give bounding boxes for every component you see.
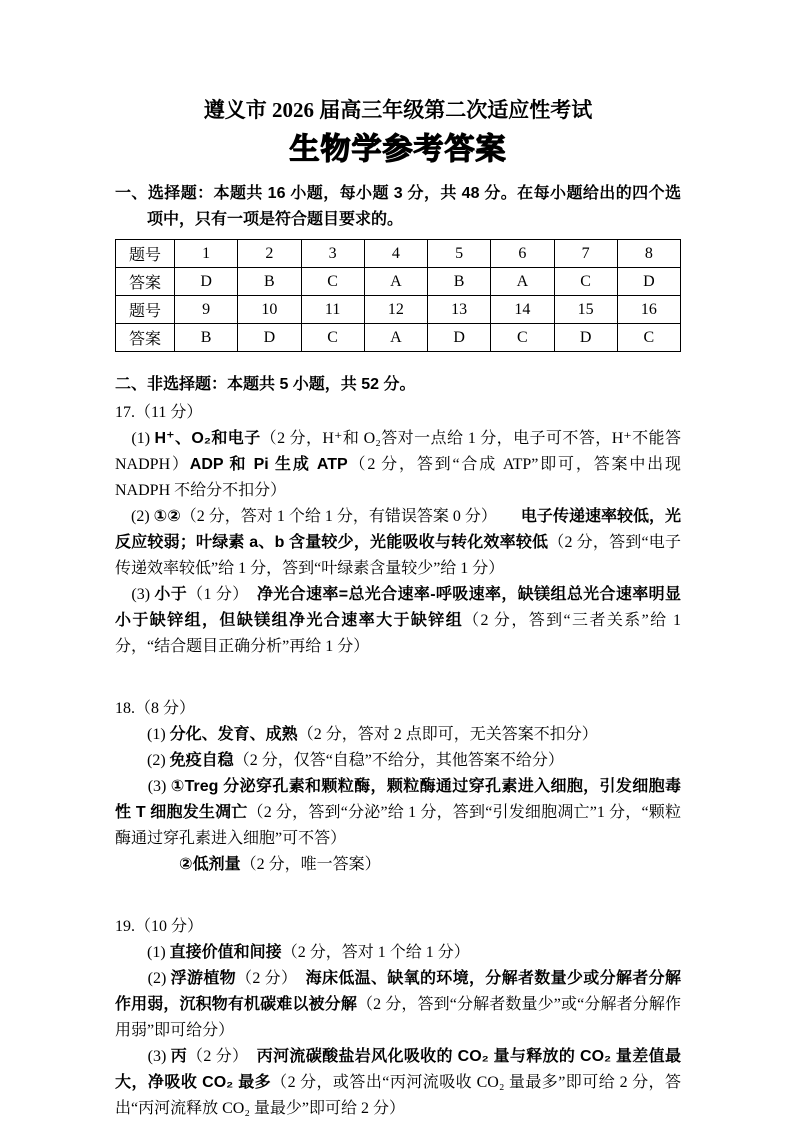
answer-cell: 9 [175,296,238,324]
question-number-label: 18.（8 分） [115,700,196,717]
answer-paragraph [115,940,681,966]
answer-cell: C [491,324,554,352]
scoring-note: （2 分） [187,1048,257,1065]
free-response-section-heading: 二、非选择题：本题共 5 小题，共 52 分。 [115,376,416,393]
answer-cell: B [175,324,238,352]
scoring-note: (3) [115,1048,171,1065]
answer-cell: 8 [617,240,680,268]
answer-cell: 5 [428,240,491,268]
row-label-cell: 题号 [116,240,175,268]
answer-table-row [116,240,681,268]
scoring-note: （2 分，答对 1 个给 1 分） [281,944,470,961]
answer-cell: 7 [554,240,617,268]
answer-cell: D [238,324,301,352]
question-block [115,696,681,878]
answer-table-row [116,268,681,296]
scoring-note: (1) [115,944,170,961]
answer-cell: 16 [617,296,680,324]
answer-text: 丙 [170,1048,188,1065]
answer-table-body [116,240,681,352]
answer-text: 净光合速率=总光合速率-呼吸速率，缺镁组总光合速率明显小于缺锌组，但缺镁组净光合速率大于缺锌组 [115,586,681,629]
scoring-note [115,856,179,873]
scoring-note: （2 分，H⁺和 O₂答对一点给 1 分，电子可不答，H⁺不能答 NADPH） [115,430,681,473]
scoring-note: （2 分，答到“分解者数量少”或“分解者分解作用弱”即可给分） [115,996,681,1039]
answer-paragraph [115,852,681,878]
answer-cell: 6 [491,240,554,268]
answer-cell: D [428,324,491,352]
answer-text: 浮游植物 [170,970,236,987]
scoring-note: （2 分，或答出“丙河流吸收 CO₂ 量最多”即可给 2 分，答出“丙河流释放 CO₂ 量最少”即可给 2 分） [115,1074,681,1117]
row-label-cell: 答案 [116,324,175,352]
scoring-note: (1) [115,726,170,743]
answer-text: ADP 和 Pi 生成 ATP [189,456,348,473]
scoring-note: (3) [115,778,171,795]
choice-section-heading: 一、选择题：本题共 16 小题，每小题 3 分，共 48 分。在每小题给出的四个选项中，只有一项是符合题目要求的。 [115,185,681,228]
question-block [115,914,681,1122]
scoring-note: （2 分） [235,970,306,987]
question-block [115,400,681,660]
answer-cell: A [364,268,427,296]
scoring-note: （2 分，答到“分泌”给 1 分，答到“引发细胞凋亡”1 分，“颗粒酶通过穿孔素进入细胞”可不答） [115,804,681,847]
question-number-label: 17.（11 分） [115,404,203,421]
scoring-note: (2) [115,970,171,987]
answer-text: 小于 [154,586,188,603]
answer-cell: 15 [554,296,617,324]
answer-cell: D [617,268,680,296]
answer-paragraph [115,966,681,1044]
answer-text: 海床低温、缺氧的环境，分解者数量少或分解者分解作用弱，沉积物有机碳难以被分解 [115,970,681,1013]
scoring-note: （2 分，答到“三者关系”给 1 分，“结合题目正确分析”再给 1 分） [115,612,681,655]
questions-container [115,400,681,1122]
answer-cell: 10 [238,296,301,324]
document-subtitle: 生物学参考答案 [289,133,507,166]
answer-paragraph [115,582,681,660]
answer-cell: D [554,324,617,352]
answer-text: 分化、发育、成熟 [169,726,298,743]
scoring-note: （2 分，答对 2 点即可，无关答案不扣分） [297,726,598,743]
answer-cell: 4 [364,240,427,268]
row-label-cell: 答案 [116,268,175,296]
answer-text: ②低剂量 [179,856,241,873]
answer-paragraph [115,774,681,852]
answer-text: ①② [153,508,181,525]
scoring-note: （1 分） [187,586,257,603]
answer-cell: A [491,268,554,296]
scoring-note: (2) [115,508,154,525]
answer-table-row [116,296,681,324]
question-number-label: 19.（10 分） [115,918,204,935]
answer-cell: C [554,268,617,296]
answer-text: 电子传递速率较低，光反应较弱；叶绿素 a、b 含量较少，光能吸收与转化效率较低 [115,508,681,551]
row-label-cell: 题号 [116,296,175,324]
answer-cell: 12 [364,296,427,324]
answer-cell: C [301,268,364,296]
scoring-note: (2) [115,752,170,769]
answer-table-row [116,324,681,352]
scoring-note: （2 分，仅答“自稳”不给分，其他答案不给分） [233,752,564,769]
scoring-note: （2 分，答到“合成 ATP”即可，答案中出现 NADPH 不给分不扣分） [115,456,681,499]
scoring-note: （2 分，答到“电子传递效率较低”给 1 分，答到“叶绿素含量较少”给 1 分） [115,534,681,577]
scoring-note: （2 分，唯一答案） [240,856,381,873]
answer-cell: 14 [491,296,554,324]
answer-paragraph [115,504,681,582]
answer-cell: C [617,324,680,352]
answer-cell: 1 [175,240,238,268]
document-title: 遵义市 2026 届高三年级第二次适应性考试 [203,98,593,122]
answer-table [115,239,681,352]
answer-cell: 3 [301,240,364,268]
answer-text: H⁺、O₂和电子 [154,430,261,447]
answer-text: ①Treg 分泌穿孔素和颗粒酶，颗粒酶通过穿孔素进入细胞，引发细胞毒性 T 细胞发生凋亡 [115,778,681,821]
answer-text: 免疫自稳 [169,752,234,769]
answer-cell: B [238,268,301,296]
answer-paragraph [115,1044,681,1122]
answer-text: 直接价值和间接 [169,944,282,961]
answer-text: 丙河流碳酸盐岩风化吸收的 CO₂ 量与释放的 CO₂ 量差值最大，净吸收 CO₂ 最多 [115,1048,681,1091]
answer-cell: B [428,268,491,296]
answer-cell: 11 [301,296,364,324]
answer-paragraph [115,748,681,774]
scoring-note: （2 分，答对 1 个给 1 分，有错误答案 0 分） [180,508,521,525]
answer-cell: 13 [428,296,491,324]
answer-cell: D [175,268,238,296]
answer-paragraph [115,426,681,504]
scoring-note: (3) [115,586,155,603]
answer-cell: A [364,324,427,352]
answer-cell: 2 [238,240,301,268]
scoring-note: (1) [115,430,155,447]
answer-cell: C [301,324,364,352]
answer-paragraph [115,722,681,748]
